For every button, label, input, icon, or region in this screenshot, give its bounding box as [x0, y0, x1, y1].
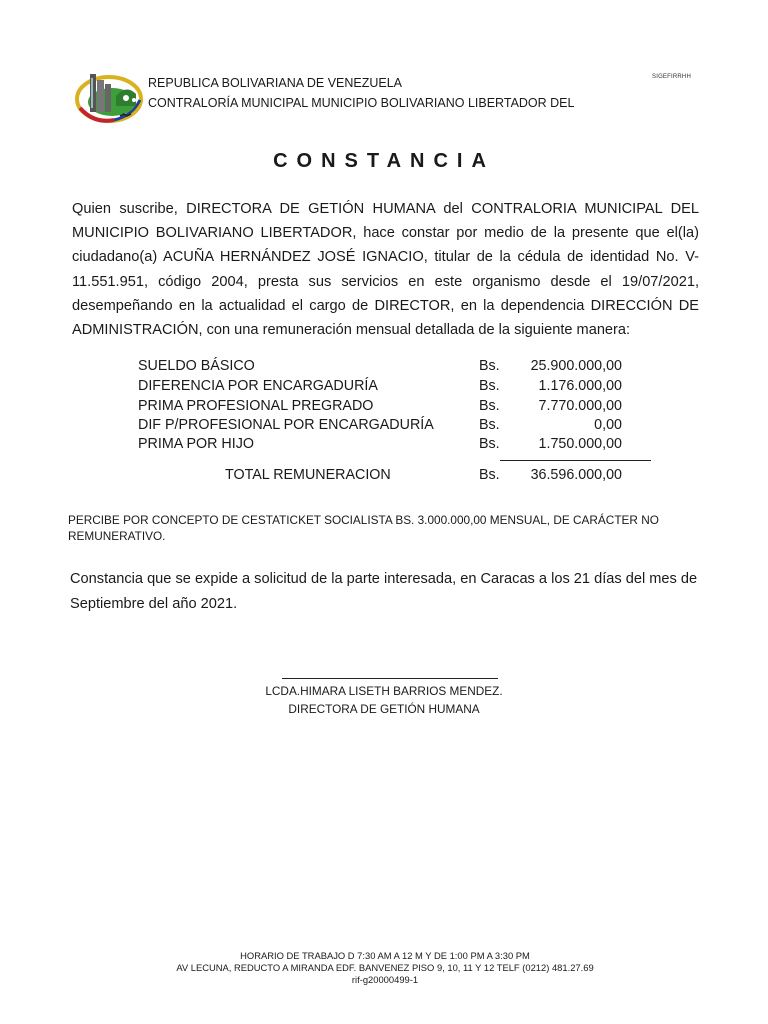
remuneration-label: PRIMA POR HIJO — [138, 436, 254, 452]
signatory-title: DIRECTORA DE GETIÓN HUMANA — [288, 702, 480, 716]
total-divider — [500, 460, 651, 461]
remuneration-amount: 1.176.000,00 — [538, 378, 622, 394]
contraloria-emblem-icon — [74, 70, 144, 126]
remuneration-label: PRIMA PROFESIONAL PREGRADO — [138, 398, 374, 414]
footer-address: AV LECUNA, REDUCTO A MIRANDA EDF. BANVENEZ PISO 9, 10, 11 Y 12 TELF (0212) 481.27.69 — [176, 962, 594, 973]
footer-rif: rif-g20000499-1 — [351, 974, 419, 985]
form-code: SIGEFIRRHH — [652, 74, 692, 80]
remuneration-amount: 0,00 — [594, 417, 622, 433]
remuneration-row — [138, 436, 658, 456]
remuneration-currency: Bs. — [479, 417, 500, 433]
closing-paragraph: Constancia que se expide a solicitud de la parte interesada, en Caracas a los 21 días del mes de Septiembre del año 2021. — [70, 571, 698, 612]
remuneration-label: SUELDO BÁSICO — [138, 358, 255, 374]
total-amount: 36.596.000,00 — [530, 467, 622, 483]
header-country-line: REPUBLICA BOLIVARIANA DE VENEZUELA — [148, 76, 403, 90]
total-label: TOTAL REMUNERACION — [225, 467, 391, 483]
body-paragraph: Quien suscribe, DIRECTORA DE GETIÓN HUMANA del CONTRALORIA MUNICIPAL DEL MUNICIPIO BOLIVARIANO LIBERTADOR, hace constar por medio de la presente que el(la) ciudadano(a) ACUÑA HERNÁNDEZ JOSÉ IGNACIO, titular de la cédula de identidad No. V-11.551.951, código 2004, presta sus servicios en este organismo desde el 19/07/2021, desempeñando en la actualidad el cargo de DIRECTOR, en la dependencia DIRECCIÓN DE ADMINISTRACIÓN, con una remuneración mensual detallada de la siguiente manera: — [72, 201, 699, 339]
cestaticket-note: PERCIBE POR CONCEPTO DE CESTATICKET SOCIALISTA BS. 3.000.000,00 MENSUAL, DE CARÁCTER NO REMUNERATIVO. — [68, 513, 659, 543]
signature-line — [282, 678, 498, 679]
remuneration-row — [138, 358, 658, 378]
footer-hours: HORARIO DE TRABAJO D 7:30 AM A 12 M Y DE 1:00 PM A 3:30 PM — [240, 950, 530, 961]
document-title: CONSTANCIA — [273, 150, 495, 172]
remuneration-amount: 25.900.000,00 — [530, 358, 622, 374]
signatory-name: LCDA.HIMARA LISETH BARRIOS MENDEZ. — [265, 684, 503, 698]
remuneration-total-row — [138, 467, 658, 487]
remuneration-amount: 7.770.000,00 — [538, 398, 622, 414]
remuneration-row — [138, 398, 658, 418]
total-currency: Bs. — [479, 467, 500, 483]
header-institution-line: CONTRALORÍA MUNICIPAL MUNICIPIO BOLIVARIANO LIBERTADOR DEL — [148, 96, 575, 110]
remuneration-amount: 1.750.000,00 — [538, 436, 622, 452]
remuneration-row — [138, 417, 658, 437]
remuneration-currency: Bs. — [479, 378, 500, 394]
remuneration-row — [138, 378, 658, 398]
footer — [0, 950, 768, 986]
remuneration-currency: Bs. — [479, 436, 500, 452]
remuneration-label: DIF P/PROFESIONAL POR ENCARGADURÍA — [138, 417, 434, 433]
remuneration-currency: Bs. — [479, 358, 500, 374]
remuneration-currency: Bs. — [479, 398, 500, 414]
remuneration-label: DIFERENCIA POR ENCARGADURÍA — [138, 378, 378, 394]
